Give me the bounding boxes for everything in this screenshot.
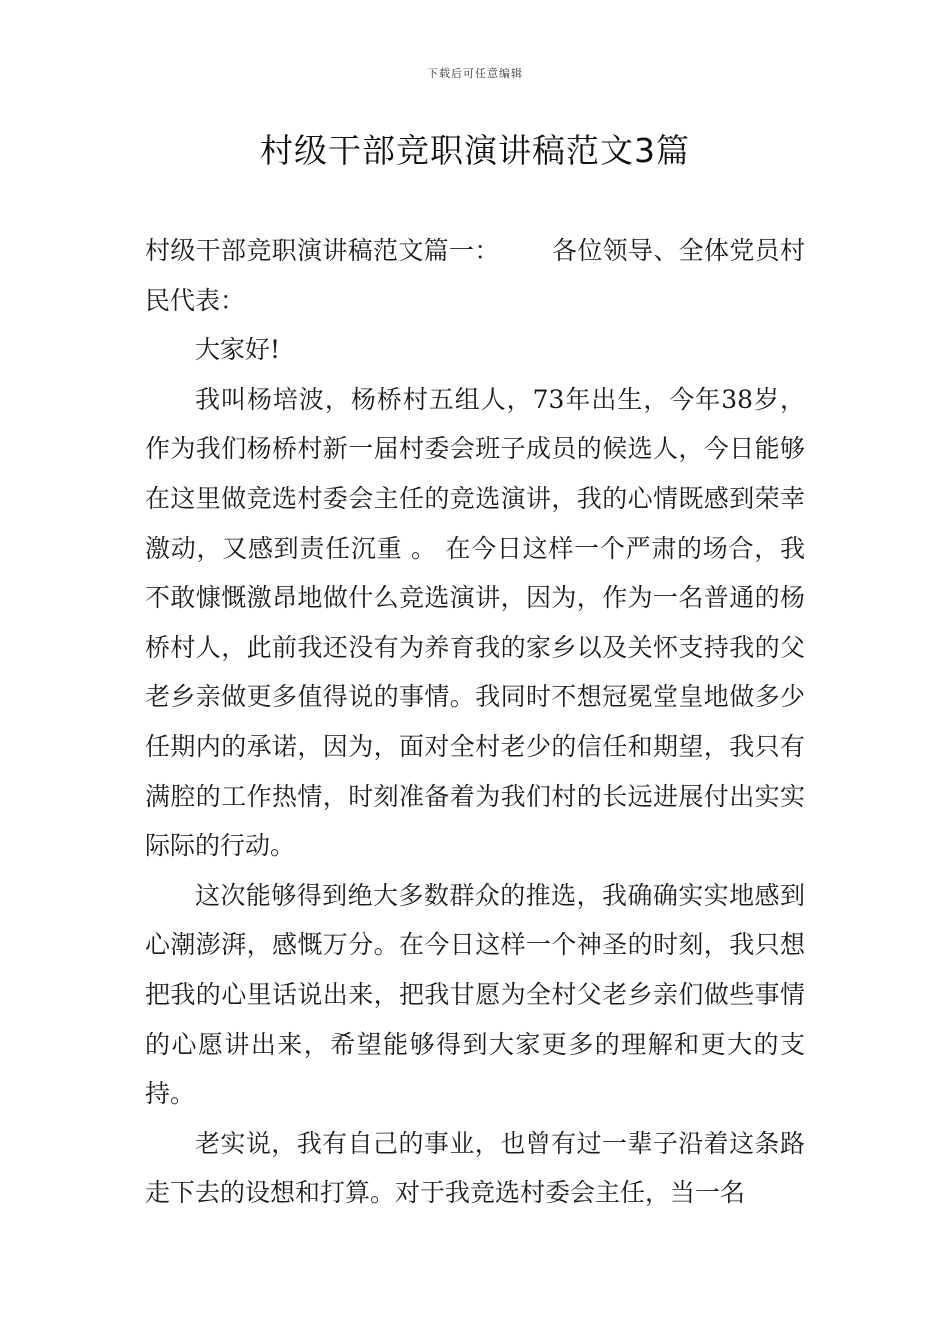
greeting-paragraph: 大家好! [195, 335, 281, 365]
intro-paragraph [145, 226, 805, 325]
body-paragraph: 老实说，我有自己的事业，也曾有过一辈子沿着这条路走下去的设想和打算。对于我竞选村委会主任，当一名 [145, 1128, 805, 1208]
part-label: 村级干部竞职演讲稿范文篇一： [145, 236, 500, 265]
download-note: 下载后可任意编辑 [427, 67, 523, 80]
document-body [145, 226, 805, 1218]
body-paragraph: 我叫杨培波，杨桥村五组人，73年出生，今年38岁，作为我们杨桥村新一届村委会班子成员的候选人，今日能够在这里做竞选村委会主任的竞选演讲，我的心情既感到荣幸激动，又感到责任沉重 。 在今日这样一个严肃的场合，我不敢慷慨激昂地做什么竞选演讲，因为，作为一名普通的杨桥村人，此前我还没有为养育我的家乡以及关怀支持我的父老乡亲做更多值得说的事情。我同时不想冠冕堂皇地做多少任期内的承诺，因为，面对全村老少的信任和期望，我只有满腔的工作热情，时刻准备着为我们村的长远进展付出实实际际的行动。 [145, 384, 805, 861]
document-title: 村级干部竞职演讲稿范文3篇 [260, 131, 690, 170]
body-paragraph: 这次能够得到绝大多数群众的推选，我确确实实地感到心潮澎湃，感慨万分。在今日这样一个神圣的时刻，我只想把我的心里话说出来，把我甘愿为全村父老乡亲们做些事情的心愿讲出来，希望能够得到大家更多的理解和更大的支持。 [145, 880, 805, 1109]
salutation: 各位领导、全体党员村民代表： [145, 236, 805, 315]
